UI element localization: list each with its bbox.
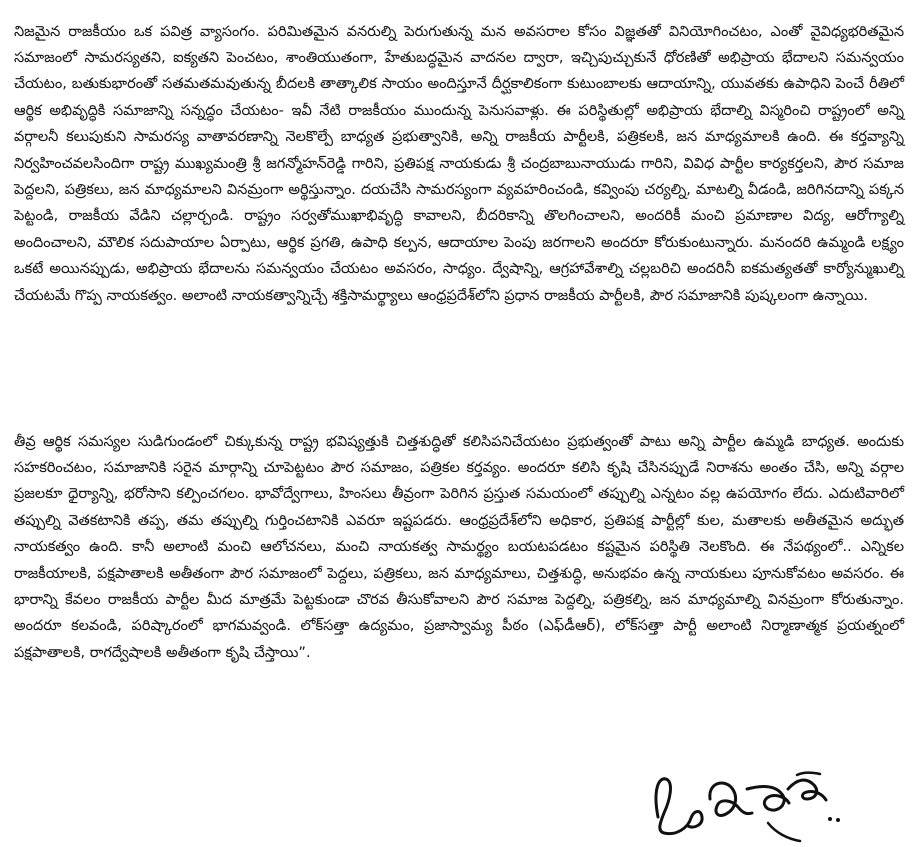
body-paragraph-1: నిజమైన రాజకీయం ఒక పవిత్ర వ్యాసంగం. పరిమితమైన వనరుల్ని పెరుగుతున్న మన అవసరాల కోసం విజ్ఞతతో వినియోగించటం, ఎంతో వైవిధ్యభరితమైన సమాజంలో సామరస్యతని, ఐక్యతని పెంచటం, శాంతియుతంగా, హేతుబద్ధమైన వాదనల ద్వారా, ఇచ్చిపుచ్చుకునే ధోరణితో అభిప్రాయ భేదాలని సమన్వయం చేయటం, బతుకుభారంతో సతమతమవుతున్న బీదలకి తాత్కాలిక సాయం అందిస్తూనే దీర్ఘకాలికంగా కుటుంబాలకు ఆదాయాన్ని, యువతకు ఉపాధిని పెంచే రీతిలో ఆర్థిక అభివృద్ధికి సమాజాన్ని సన్నద్ధం చేయటం- ఇవీ నేటి రాజకీయం ముందున్న పెనుసవాళ్లు. ఈ పరిస్థితుల్లో అభిప్రాయ భేదాల్ని విస్మరించి రాష్ట్రంలో అన్ని వర్గాలనీ కలుపుకుని సామరస్య వాతావరణాన్ని నెలకొల్పే బాధ్యత ప్రభుత్వానికి, అన్ని రాజకీయ పార్టీలకి, పత్రికలకి, జన మాధ్యమాలకి ఉంది. ఈ కర్తవ్యాన్ని నిర్వహించవలసిందిగా రాష్ట్ర ముఖ్యమంత్రి శ్రీ జగన్మోహన్‌రెడ్డి గారిని, ప్రతిపక్ష నాయకుడు శ్రీ చంద్రబాబునాయుడు గారిని, వివిధ పార్టీల కార్యకర్తలని, పౌర సమాజ పెద్దలని, పత్రికలు, జన మాధ్యమాలని వినమ్రంగా అర్థిస్తున్నాం. దయచేసి సామరస్యంగా వ్యవహరించండి, కవ్వింపు చర్యల్ని, మాటల్ని వీడండి, జరిగినదాన్ని పక్కన పెట్టండి, రాజకీయ వేడిని చల్లార్చండి. రాష్ట్రం సర్వతోముఖాభివృద్ధి కావాలని, బీదరికాన్ని తొలగించాలని, అందరికీ మంచి ప్రమాణాల విద్య, ఆరోగ్యాల్ని అందించాలని, మౌలిక సదుపాయాల ఏర్పాటు, ఆర్థిక ప్రగతి, ఉపాధి కల్పన, ఆదాయాల పెంపు జరగాలని అందరూ కోరుకుంటున్నారు. మనందరి ఉమ్మండి లక్ష్యం ఒకటే అయినప్పుడు, అభిప్రాయ భేదాలను సమన్వయం చేయటం అవసరం, సాధ్యం. ద్వేషాన్ని, ఆగ్రహావేశాల్ని చల్లబరిచి అందరినీ ఐకమత్యతతో కార్యోన్ముఖుల్ని చేయటమే గొప్ప నాయకత్వం. అలాంటి నాయకత్వాన్నిచ్చే శక్తిసామర్థ్యాలు ఆంధ్రప్రదేశ్‌లోని ప్రధాన రాజకీయ పార్టీలకి, పౌర సమాజానికి పుష్కలంగా ఉన్నాయి. <box>14 23 904 304</box>
signature-icon <box>650 765 860 845</box>
body-paragraph-2: తీవ్ర ఆర్థిక సమస్యల సుడిగుండంలో చిక్కుకున్న రాష్ట్ర భవిష్యత్తుకి చిత్తశుద్ధితో కలిసిపనిచేయటం ప్రభుత్వంతో పాటు అన్ని పార్టీల ఉమ్మడి బాధ్యత. అందుకు సహకరించటం, సమాజానికి సరైన మార్గాన్ని చూపెట్టటం పౌర సమాజం, పత్రికల కర్తవ్యం. అందరూ కలిసి కృషి చేసినప్పుడే నిరాశను అంతం చేసి, అన్ని వర్గాల ప్రజలకూ ధైర్యాన్ని, భరోసాని కల్పించగలం. భావోద్వేగాలు, హింసలు తీవ్రంగా పెరిగిన ప్రస్తుత సమయంలో తప్పుల్ని ఎన్నటం వల్ల ఉపయోగం లేదు. ఎదుటివారిలో తప్పుల్ని వెతకటానికి తప్ప, తమ తప్పుల్ని గుర్తించటానికి ఎవరూ ఇష్టపడరు. ఆంధ్రప్రదేశ్‌లోని అధికార, ప్రతిపక్ష పార్టీల్లో కుల, మతాలకు అతీతమైన అద్భుత నాయకత్వం ఉంది. కానీ అలాంటి మంచి ఆలోచనలు, మంచి నాయకత్వ సామర్థ్యం బయటపడటం కష్టమైన పరిస్థితి నెలకొంది. ఈ నేపథ్యంలో.. ఎన్నికల రాజకీయాలకి, పక్షపాతాలకి అతీతంగా పౌర సమాజంలో పెద్దలు, పత్రికలు, జన మాధ్యమాలు, చిత్తశుద్ధి, అనుభవం ఉన్న నాయకులు పూనుకోవటం అవసరం. ఈ భారాన్ని కేవలం రాజకీయ పార్టీల మీద మాత్రమే పెట్టకుండా చొరవ తీసుకోవాలని పౌర సమాజ పెద్దల్ని, పత్రికల్ని, జన మాధ్యమాల్ని వినమ్రంగా కోరుతున్నాం. అందరూ కలవండి, పరిష్కారంలో భాగమవ్వండి. లోక్‌సత్తా ఉద్యమం, ప్రజాస్వామ్య పీఠం (ఎఫ్‌డీఆర్), లోక్‌సత్తా పార్టీ అలాంటి నిర్మాణాత్మక ప్రయత్నంలో పక్షపాతాలకి, రాగద్వేషాలకి అతీతంగా కృషి చేస్తాయి”. <box>14 433 904 661</box>
